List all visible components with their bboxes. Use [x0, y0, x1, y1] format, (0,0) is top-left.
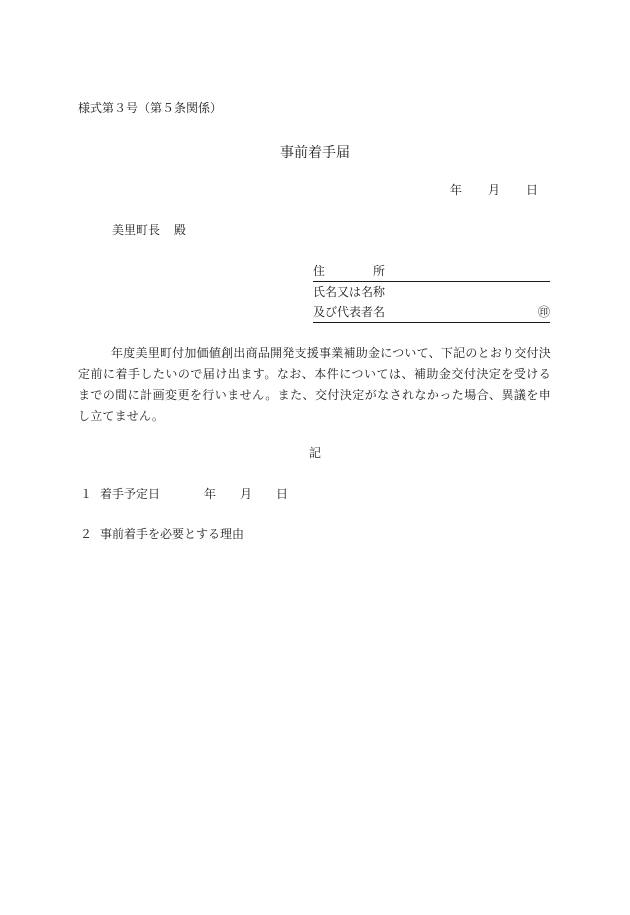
seal-mark: ㊞ [537, 305, 550, 319]
representative-line [313, 302, 550, 323]
addressee-honorific: 殿 [174, 223, 187, 237]
item-reason [80, 525, 244, 544]
address-line [313, 261, 550, 282]
applicant-block [313, 261, 550, 323]
item-number: ２ [80, 527, 93, 541]
date-day-label: 日 [526, 183, 539, 197]
start-date-fields [204, 487, 288, 501]
ki-heading: 記 [308, 446, 321, 460]
date-year-label: 年 [450, 183, 463, 197]
addressee [112, 221, 186, 240]
item-start-date [80, 485, 288, 504]
address-label-part1: 住 [313, 264, 326, 278]
start-date-day-label: 日 [276, 487, 289, 501]
representative-label: 及び代表者名 [313, 305, 386, 319]
form-number: 様式第３号（第５条関係） [78, 101, 223, 115]
item-number: １ [80, 487, 93, 501]
address-label [313, 261, 385, 281]
submission-date [450, 181, 538, 200]
item-label: 着手予定日 [100, 487, 161, 501]
addressee-name: 美里町長 [112, 223, 161, 237]
name-line [313, 282, 550, 302]
start-date-month-label: 月 [240, 487, 253, 501]
document-title: 事前着手届 [280, 145, 350, 161]
address-label-part2: 所 [373, 264, 386, 278]
body-paragraph: 年度美里町付加価値創出商品開発支援事業補助金について、下記のとおり交付決定前に着手したいので届け出ます。なお、本件については、補助金交付決定を受けるまでの間に計画変更を行いません。また、交付決定がなされなかった場合、異議を申し立てません。 [78, 346, 551, 423]
start-date-year-label: 年 [204, 487, 217, 501]
name-label: 氏名又は名称 [313, 285, 386, 299]
item-label: 事前着手を必要とする理由 [100, 527, 245, 541]
date-month-label: 月 [488, 183, 501, 197]
